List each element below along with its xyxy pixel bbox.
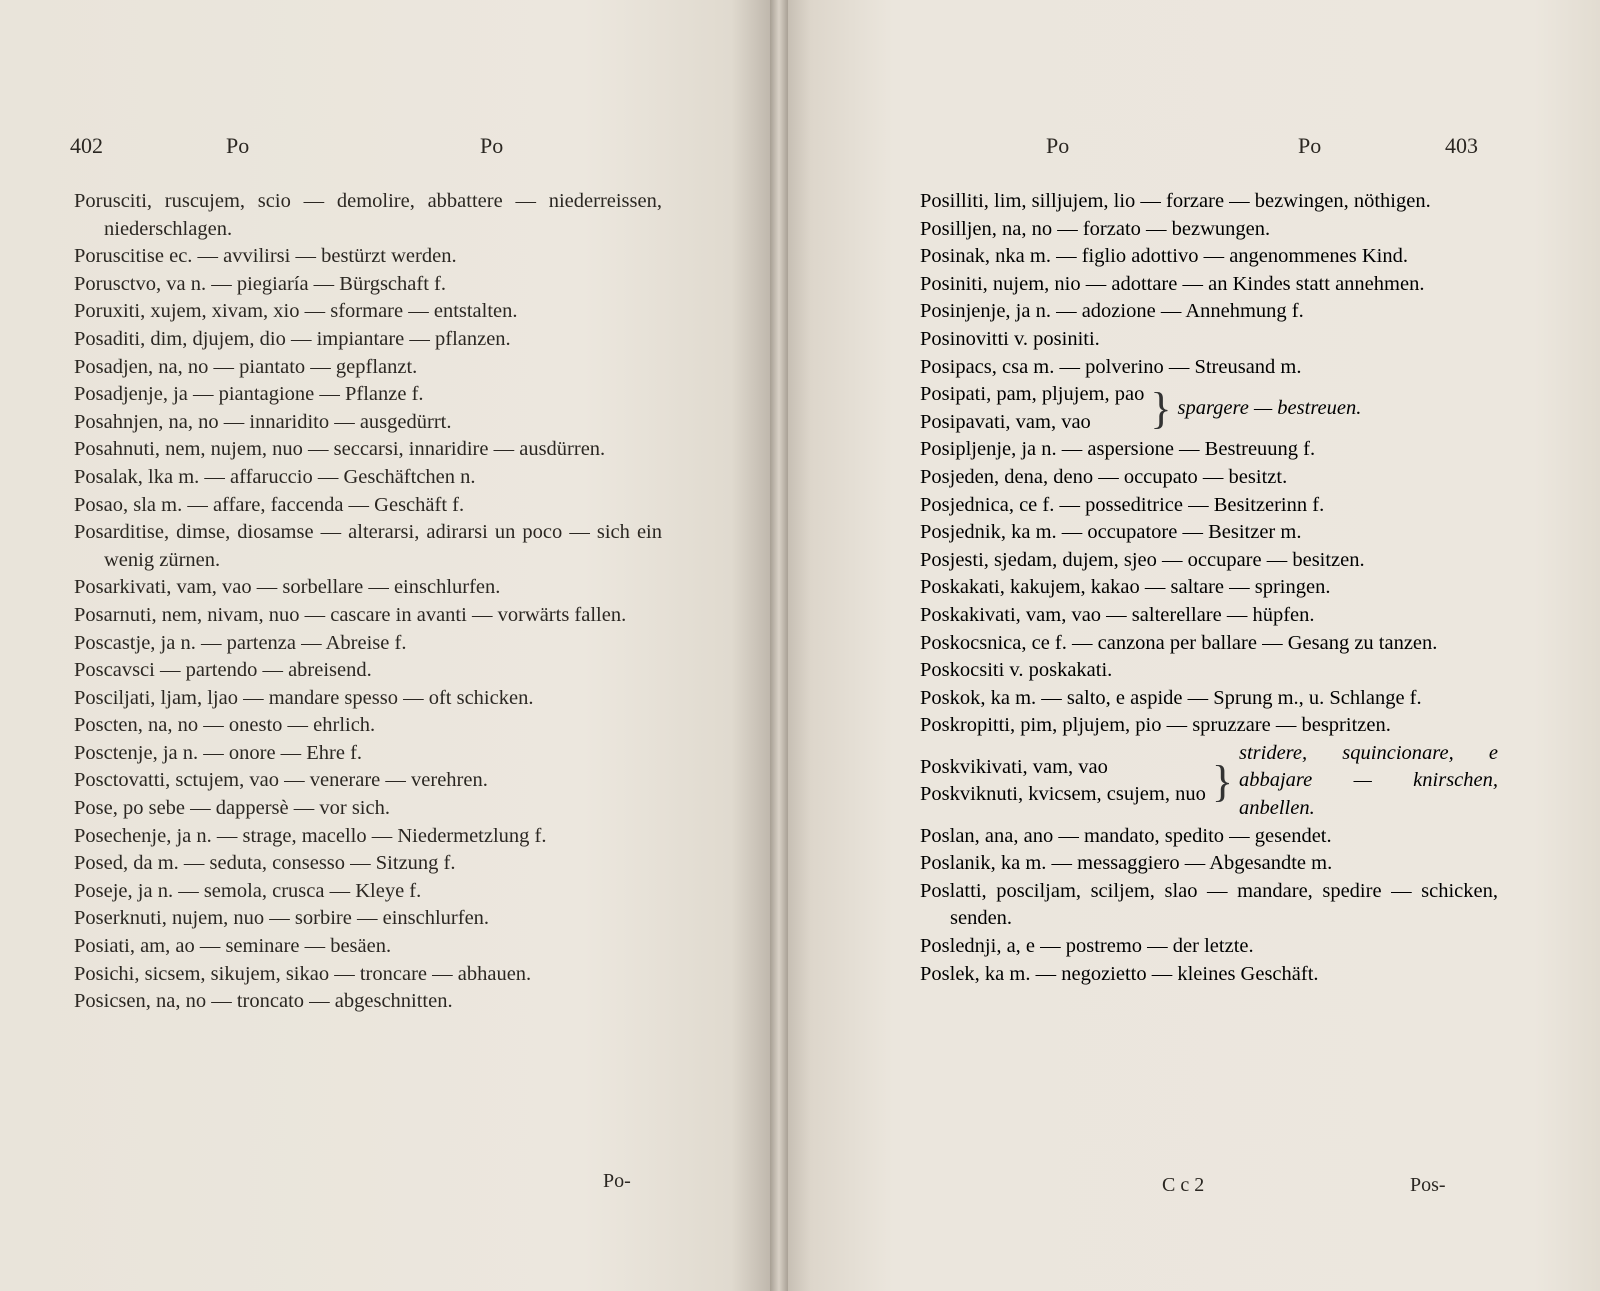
- catchword: Po-: [603, 1170, 631, 1192]
- header-guide-word-left: Po: [226, 133, 250, 158]
- dictionary-entry: Posilliti, lim, silljujem, lio — forzare — bezwingen, nöthigen.: [920, 190, 1431, 212]
- left-entry-list: [74, 188, 662, 1016]
- dictionary-entry: Posctenje, ja n. — onore — Ehre f.: [74, 741, 363, 764]
- brace-glyph: }: [1150, 384, 1172, 434]
- catchword: Pos-: [1410, 1174, 1446, 1196]
- dictionary-entry: Posjednik, ka m. — occupatore — Besitzer m.: [920, 521, 1302, 544]
- book-gutter: [770, 0, 788, 1291]
- dictionary-entry: Posechenje, ja n. — strage, macello — Niedermetzlung f.: [74, 824, 547, 847]
- dictionary-entry: Poskocsiti v. poskakati.: [920, 659, 1113, 682]
- dictionary-entry: Posinjenje, ja n. — adozione — Annehmung f.: [920, 300, 1304, 323]
- dictionary-entry: Posicsen, na, no — troncato — abgeschnitten.: [74, 990, 453, 1013]
- dictionary-entry: Poskakivati, vam, vao — salterellare — hüpfen.: [920, 603, 1315, 626]
- header-guide-word-right: Po: [1298, 133, 1322, 158]
- signature-mark: C c 2: [1162, 1174, 1205, 1196]
- brace-definition: stridere, squincionare, e abbajare — knirschen, anbellen.: [1238, 741, 1498, 820]
- dictionary-entry: Posaditi, dim, djujem, dio — impiantare — pflanzen.: [74, 327, 511, 350]
- dictionary-entry: Posahnuti, nem, nujem, nuo — seccarsi, innaridire — ausdürren.: [74, 438, 606, 461]
- brace-entry-group: [920, 381, 1498, 436]
- dictionary-entry: Posciljati, ljam, ljao — mandare spesso — oft schicken.: [74, 686, 534, 709]
- dictionary-entry: Poruscitise ec. — avvilirsi — bestürzt werden.: [74, 245, 457, 268]
- dictionary-entry: Porusctvo, va n. — piegiaría — Bürgschaft f.: [74, 272, 446, 295]
- dictionary-entry: Porusciti, ruscujem, scio — demolire, abbattere — niederreissen, niederschlagen.: [74, 190, 662, 240]
- dictionary-entry: Posed, da m. — seduta, consesso — Sitzung f.: [74, 852, 456, 875]
- left-page: [0, 0, 778, 1291]
- dictionary-entry: Posilljen, na, no — forzato — bezwungen.: [920, 217, 1271, 240]
- page-number: 403: [1445, 133, 1478, 158]
- headword-line: Poskvikivati, vam, vao: [920, 755, 1108, 778]
- page-number: 402: [70, 133, 103, 158]
- dictionary-entry: Posinovitti v. posiniti.: [920, 327, 1100, 350]
- dictionary-entry: Poskocsnica, ce f. — canzona per ballare — Gesang zu tanzen.: [920, 631, 1438, 654]
- dictionary-entry: Posarkivati, vam, vao — sorbellare — einschlurfen.: [74, 576, 501, 599]
- headword-line: Posipavati, vam, vao: [920, 410, 1091, 433]
- dictionary-entry: Posadjen, na, no — piantato — gepflanzt.: [74, 355, 418, 378]
- dictionary-entry: Poslatti, posciljam, sciljem, slao — mandare, spedire — schicken, senden.: [920, 879, 1498, 930]
- header-guide-word-right: Po: [480, 133, 504, 158]
- headword-line: Poskviknuti, kvicsem, csujem, nuo: [920, 783, 1206, 806]
- left-page-header: [0, 133, 778, 163]
- dictionary-entry: Posipacs, csa m. — polverino — Streusand m.: [920, 355, 1302, 378]
- right-entry-list: [920, 188, 1498, 988]
- dictionary-entry: Posarditise, dimse, diosamse — alterarsi, adirarsi un poco — sich ein wenig zürnen.: [74, 521, 662, 571]
- dictionary-entry: Posichi, sicsem, sikujem, sikao — troncare — abhauen.: [74, 962, 532, 985]
- headword-line: Posipati, pam, pljujem, pao: [920, 383, 1145, 406]
- header-guide-word-left: Po: [1046, 133, 1070, 158]
- dictionary-entry: Poscastje, ja n. — partenza — Abreise f.: [74, 631, 407, 654]
- dictionary-entry: Posiniti, nujem, nio — adottare — an Kindes statt annehmen.: [920, 272, 1425, 295]
- dictionary-entry: Posinak, nka m. — figlio adottivo — angenommenes Kind.: [920, 245, 1408, 268]
- dictionary-entry: Poskropitti, pim, pljujem, pio — spruzzare — bespritzen.: [920, 714, 1391, 737]
- dictionary-entry: Posjednica, ce f. — posseditrice — Besitzerinn f.: [920, 493, 1325, 516]
- dictionary-entry: Poslanik, ka m. — messaggiero — Abgesandte m.: [920, 852, 1333, 875]
- brace-entry-group: [920, 740, 1498, 823]
- dictionary-entry: Poskakati, kakujem, kakao — saltare — springen.: [920, 576, 1331, 599]
- dictionary-entry: Posadjenje, ja — piantagione — Pflanze f.: [74, 383, 424, 406]
- dictionary-entry: Pose, po sebe — dappersè — vor sich.: [74, 797, 390, 820]
- dictionary-entry: Posctovatti, sctujem, vao — venerare — verehren.: [74, 769, 488, 792]
- dictionary-entry: Posarnuti, nem, nivam, nuo — cascare in avanti — vorwärts fallen.: [74, 603, 627, 626]
- dictionary-entry: Poslednji, a, e — postremo — der letzte.: [920, 935, 1254, 958]
- dictionary-entry: Posao, sla m. — affare, faccenda — Geschäft f.: [74, 493, 465, 516]
- dictionary-entry: Poslek, ka m. — negozietto — kleines Geschäft.: [920, 962, 1319, 985]
- dictionary-entry: Poscten, na, no — onesto — ehrlich.: [74, 714, 376, 737]
- dictionary-entry: Poscavsci — partendo — abreisend.: [74, 659, 372, 682]
- dictionary-entry: Posiati, am, ao — seminare — besäen.: [74, 935, 392, 958]
- dictionary-entry: Posalak, lka m. — affaruccio — Geschäftchen n.: [74, 465, 476, 488]
- dictionary-entry: Posjeden, dena, deno — occupato — besitzt.: [920, 465, 1288, 488]
- dictionary-entry: Poserknuti, nujem, nuo — sorbire — einschlurfen.: [74, 907, 490, 930]
- brace-glyph: }: [1211, 756, 1233, 806]
- brace-definition: spargere — bestreuen.: [1177, 396, 1362, 419]
- right-page-header: [778, 133, 1600, 163]
- dictionary-entry: Posipljenje, ja n. — aspersione — Bestreuung f.: [920, 438, 1316, 461]
- dictionary-entry: Posahnjen, na, no — innaridito — ausgedürrt.: [74, 410, 452, 433]
- dictionary-entry: Posjesti, sjedam, dujem, sjeo — occupare — besitzen.: [920, 548, 1365, 571]
- dictionary-entry: Poruxiti, xujem, xivam, xio — sformare — entstalten.: [74, 300, 518, 323]
- dictionary-entry: Poslan, ana, ano — mandato, spedito — gesendet.: [920, 824, 1332, 847]
- dictionary-entry: Poskok, ka m. — salto, e aspide — Sprung m., u. Schlange f.: [920, 686, 1422, 709]
- dictionary-entry: Poseje, ja n. — semola, crusca — Kleye f.: [74, 879, 422, 902]
